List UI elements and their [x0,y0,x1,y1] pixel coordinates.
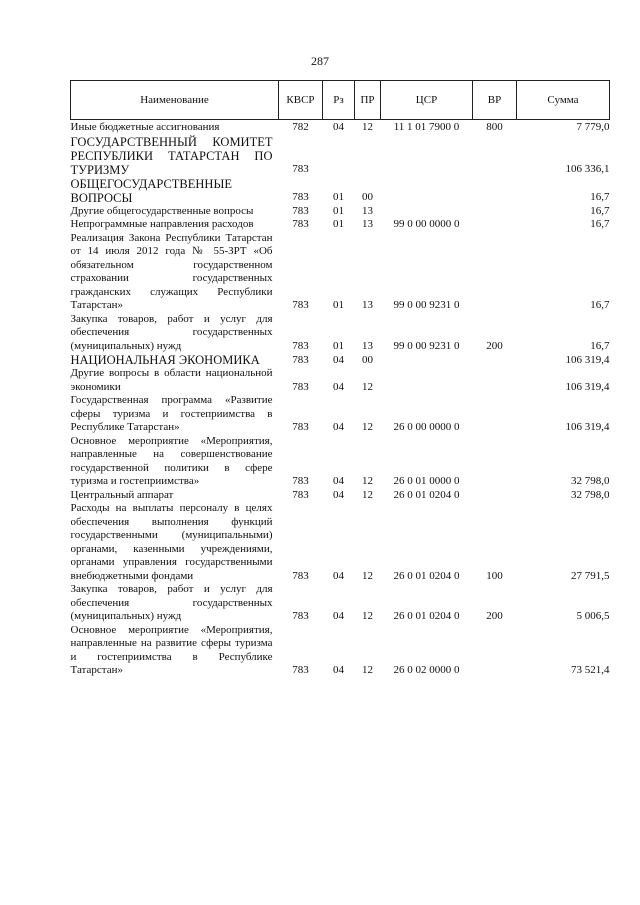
table-row [71,394,610,435]
header-name: Наименование [71,81,279,120]
table-row [71,367,610,394]
row-name-cell: Другие общегосударственные вопросы [70,204,254,217]
table-body [71,120,610,678]
row-sum-cell: 16,7 [590,218,610,230]
row-sum-cell: 16,7 [590,191,610,203]
row-rz-cell: 04 [333,380,344,393]
row-name-cell: Государственная программа «Развитие сферы туризма и гостеприимства в Республике Татарстан» [70,394,273,433]
row-vr-cell: 200 [486,339,503,352]
row-name-cell: Центральный аппарат [70,488,174,501]
row-rz-cell: 04 [333,353,344,366]
row-kvsr-cell: 782 [292,121,309,133]
row-vr-cell [473,218,517,232]
table-row [71,177,610,205]
row-rz-cell: 04 [333,488,344,501]
row-sum-cell: 16,7 [590,299,610,311]
row-sum-cell: 32 798,0 [571,488,610,501]
row-rz-cell [323,135,355,177]
table-row [71,135,610,177]
row-rz-cell: 01 [333,339,344,352]
row-sum-cell: 16,7 [590,339,610,352]
row-csr-cell: 99 0 00 9231 0 [393,339,460,352]
row-rz-cell: 01 [333,204,344,217]
row-pr-cell [355,135,381,177]
row-vr-cell [473,135,517,177]
row-kvsr-cell: 783 [292,610,309,622]
table-row [71,205,610,219]
row-name-cell: Основное мероприятие «Мероприятия, направленные на совершенствование государственной политики в сфере туризма и гостеприимства» [70,434,273,487]
row-name-cell: НАЦИОНАЛЬНАЯ ЭКОНОМИКА [70,353,260,367]
row-name-cell: Закупка товаров, работ и услуг для обеспечения государственных (муниципальных) нужд [70,583,273,622]
row-sum-cell: 7 779,0 [576,121,610,133]
table-row [71,583,610,624]
row-sum-cell: 16,7 [590,204,610,217]
row-sum-cell: 73 521,4 [571,664,610,676]
row-kvsr-cell: 783 [292,380,309,393]
row-pr-cell: 13 [362,299,373,311]
table-row [71,502,610,583]
row-csr-cell [381,177,473,205]
row-csr-cell: 26 0 01 0000 0 [393,475,460,487]
table-row [71,232,610,313]
header-rz: Рз [323,81,355,120]
row-kvsr-cell: 783 [292,569,309,582]
row-pr-cell: 13 [362,218,373,230]
row-kvsr-cell: 783 [292,664,309,676]
row-vr-cell: 200 [486,610,503,622]
row-vr-cell: 100 [486,569,503,582]
row-kvsr-cell: 783 [292,163,309,175]
row-sum-cell: 106 336,1 [565,163,610,175]
row-pr-cell: 12 [362,475,373,487]
table-row [71,353,610,367]
row-sum-cell: 106 319,4 [565,353,610,366]
row-csr-cell [381,205,473,219]
row-rz-cell: 04 [333,664,344,676]
row-pr-cell: 00 [362,353,373,366]
row-sum-cell: 32 798,0 [571,475,610,487]
row-pr-cell: 12 [362,664,373,676]
row-sum-cell: 106 319,4 [565,380,610,393]
row-name-cell: Непрограммные направления расходов [70,218,254,230]
row-name-cell: Основное мероприятие «Мероприятия, направленные на развитие сферы туризма и гостеприимства в Республике Татарстан» [70,623,273,676]
row-name-cell: Расходы на выплаты персоналу в целях обеспечения выполнения функций государственными (муниципальными) органами, казенными учреждениями, органами управления государственными внебюджетными фондами [70,502,273,582]
row-rz-cell: 01 [333,299,344,311]
row-name-cell: Реализация Закона Республики Татарстан от 14 июля 2012 года № 55-ЗРТ «Об обязательном государственном страховании государственных гражданских служащих Республики Татарстан» [70,231,273,311]
row-vr-cell [473,205,517,219]
row-csr-cell [381,367,473,394]
row-kvsr-cell: 783 [292,218,309,230]
row-pr-cell: 12 [362,488,373,501]
row-rz-cell: 01 [333,191,344,203]
row-csr-cell: 26 0 00 0000 0 [393,421,460,433]
row-pr-cell: 13 [362,204,373,217]
row-kvsr-cell: 783 [292,353,309,366]
row-name-cell: Закупка товаров, работ и услуг для обеспечения государственных (муниципальных) нужд [70,312,273,352]
table-row [71,120,610,135]
row-vr-cell [473,367,517,394]
row-vr-cell [473,177,517,205]
row-vr-cell [473,624,517,678]
row-pr-cell: 13 [362,339,373,352]
row-vr-cell [473,394,517,435]
header-sum: Сумма [517,81,610,120]
row-sum-cell: 27 791,5 [571,569,610,582]
row-csr-cell: 26 0 02 0000 0 [393,664,460,676]
row-kvsr-cell: 783 [292,299,309,311]
row-csr-cell: 26 0 01 0204 0 [393,610,460,622]
table-row [71,624,610,678]
row-kvsr-cell: 783 [292,488,309,501]
header-pr: ПР [355,81,381,120]
table-row [71,489,610,503]
row-vr-cell [473,353,517,367]
row-csr-cell: 26 0 01 0204 0 [393,488,460,501]
row-rz-cell: 04 [333,121,344,133]
row-pr-cell: 12 [362,121,373,133]
row-name-cell: Иные бюджетные ассигнования [70,121,220,133]
row-kvsr-cell: 783 [292,475,309,487]
row-csr-cell [381,353,473,367]
budget-table [70,80,610,678]
table-row [71,313,610,354]
row-csr-cell: 26 0 01 0204 0 [393,569,460,582]
table-row [71,435,610,489]
header-csr: ЦСР [381,81,473,120]
row-name-cell: Другие вопросы в области национальной экономики [70,367,273,393]
row-rz-cell: 01 [333,218,344,230]
row-csr-cell: 99 0 00 9231 0 [393,299,460,311]
row-vr-cell: 800 [486,121,503,133]
row-rz-cell: 04 [333,610,344,622]
row-csr-cell: 11 1 01 7900 0 [393,121,460,133]
row-rz-cell: 04 [333,421,344,433]
row-pr-cell: 12 [362,380,373,393]
row-kvsr-cell: 783 [292,204,309,217]
row-pr-cell: 00 [362,191,373,203]
row-csr-cell [381,135,473,177]
row-sum-cell: 5 006,5 [576,610,610,622]
header-kvsr: КВСР [279,81,323,120]
row-kvsr-cell: 783 [292,421,309,433]
row-pr-cell: 12 [362,610,373,622]
row-name-cell: ГОСУДАРСТВЕННЫЙ КОМИТЕТ РЕСПУБЛИКИ ТАТАРСТАН ПО ТУРИЗМУ [70,134,273,177]
row-kvsr-cell: 783 [292,191,309,203]
row-kvsr-cell: 783 [292,339,309,352]
table-row [71,218,610,232]
page-number: 287 [311,54,329,68]
row-rz-cell: 04 [333,569,344,582]
row-name-cell: ОБЩЕГОСУДАРСТВЕННЫЕ ВОПРОСЫ [70,176,232,205]
row-vr-cell [473,435,517,489]
header-vr: ВР [473,81,517,120]
row-pr-cell: 12 [362,569,373,582]
row-vr-cell [473,232,517,313]
row-pr-cell: 12 [362,421,373,433]
row-csr-cell: 99 0 00 0000 0 [393,218,460,230]
row-vr-cell [473,489,517,503]
table-header-row [71,81,610,120]
row-sum-cell: 106 319,4 [565,421,610,433]
row-rz-cell: 04 [333,475,344,487]
